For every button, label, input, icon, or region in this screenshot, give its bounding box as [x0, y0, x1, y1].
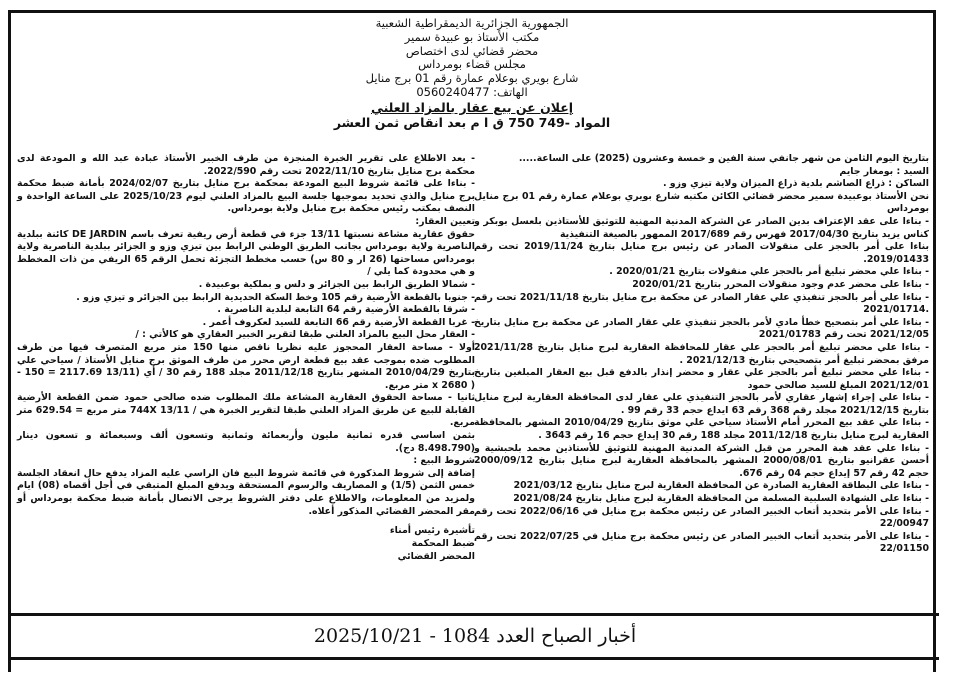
paragraph: إضافة إلى شروط المذكورة في قائمة شروط البيع فان الراسي عليه المزاد يدفع حال انعقاد الجلسة خمس الثمن (1/5) و المصاريف والرسوم المستحقة ويدفع المبلغ المتبقي في أجل أقصاه (08) ايام ولمزيد من المعلومات، والاطلاع على دفتر الشروط يرجى الاتصال بأمانة ضبط محكمة بومرداس أو مقر المحضر القضائي المذكور أعلاه. [17, 467, 475, 517]
paragraph: - بناءا علي محضر تبليغ أمر بالحجز علي منقولات بتاريخ 2020/01/21 . [609, 266, 929, 278]
paragraph: - بعد الاطلاع على تقرير الخبرة المنجزة من طرف الخبير الأستاذ عبادة عبد الله و المودعة لدى محكمة برج منايل بتاريخ 2022/11/10 تحت رقم 2022/590. [17, 153, 475, 177]
footer-divider-top [11, 613, 939, 616]
footer-divider-bottom [11, 657, 939, 660]
paragraph: أولا - مساحة العقار المحجوز عليه نظريا ناقص منها 150 متر مربع المتصرف فيها من طرف المطلوب ضده بموجب عقد بيع قطعة ارض محرر من طرف الموثق برج منايل الأستاذ / سياحي علي بتاريخ 2010/04/29 المشهر بتاريخ 2011/12/18 مجلد 188 رقم 30 / أي (13/11 2117.69 = 150 - ( 2680 x متر مربع. [17, 341, 475, 391]
paragraph: - بناءا علي عقد بيع المحرر أمام الأستاذ سياحي علي موثق بتاريخ 2010/04/29 المشهر بالمحافظة العقارية لبرج منايل بتاريخ 2011/12/18 مجلد 188 رقم 30 إيداع حجم 16 رقم 3643 . [474, 417, 929, 442]
paragraph: - بناءا علي أمر بالحجز تنفيذي علي عقار الصادر عن محكمة برج منايل بتاريخ 2021/11/18 تحت رقم .2021/01714 [474, 291, 930, 316]
paragraph: بناءا على أمر بالحجز على منقولات الصادر عن رئيس برج منايل بتاريخ 2019/11/24 تحت رقم 2019/01433. [474, 241, 929, 265]
paragraph: - بناءا على قائمة شروط البيع المودعة بمحكمة برج منايل بتاريخ 2024/02/07 بأمانة ضبط محكمة برج منايل والذي تحديد بموجبها جلسة البيع بالمزاد العلني ليوم 2025/10/23 على الساعة الواحدة و النصف بمكتب رئيس محكمة برج منايل ولاية بومرداس. [17, 178, 475, 215]
paragraph: السيد : بومغار جايم [839, 165, 929, 177]
header-line-country: الجمهورية الجزائرية الديمقراطية الشعبية [375, 16, 569, 30]
section-heading-conditions: شروط البيع : [413, 455, 475, 467]
paragraph: - العقار محل البيع بالمزاد العلني طبقا لتقرير الخبير العقاري هو كالأتي : / [135, 329, 475, 341]
boundary-west: - غربا القطعة الأرضية رقم 66 التابعة للسيد لعكروف أعمر . [202, 316, 475, 328]
paragraph: - بناءا علي إجراء إشهار عقاري لأمر بالحجز التنفيذي علي عقار لدى المحافظة العقارية لبرج منايل بتاريخ 2021/12/15 مجلد رقم 368 رقم 63 ايداع حجم 33 رقم 99 . [474, 392, 929, 416]
paragraph: - بناءا علي أمر بتصحيح خطأ مادي لأمر بالحجز تنفيذي علي عقار الصادر عن محكمة برج منايل بتاريخ 2021/12/05 تحت رقم 2021/01783 [474, 316, 929, 341]
paragraph: - بناءا على الأمر بتحديد أتعاب الخبير الصادر عن رئيس محكمة برج منايل في 2022/06/16 تحت رقم 22/00947 [474, 505, 929, 530]
paragraph: الساكن : ذراع الصاشم بلدية ذراع الميزان ولاية تيزي وزو . [662, 178, 929, 190]
base-price: بثمن اساسي قدره ثمانية مليون وأربعمائة وثمانية وتسعون ألف وسبعمائة و تسعون دينار (8.498.790 دج). [17, 430, 475, 454]
paragraph: بتاريخ اليوم الثامن من شهر جانفي سنة الفين و خمسة وعشرون (2025) على الساعة..... [518, 153, 929, 164]
signature-line: المحضر القضائي [397, 551, 475, 563]
header-line-address: شارع بويري بوعلام عمارة رقم 01 برج منايل [365, 71, 579, 86]
boundary-north: - شمالا الطريق الرابط بين الجزائر و دلس و بملكية بوعبيدة . [198, 278, 475, 290]
header-line-role: محضر قضائي لدى اختصاص [405, 43, 539, 58]
paragraph: - بناءا علي محضر تبليغ أمر بالحجز علي عقار و محضر إنذار بالدفع قبل بيع العقار المبلغين بتاريخ 2021/12/01 المبلغ للسيد صالحي حمود [474, 367, 929, 391]
paragraph: - بناءا علي محضر تبليغ أمر بالحجز علي عقار للمحافظة العقارية لبرج منايل بتاريخ 2021/11/28 مرفق بمحضر تبليغ أمر بتصحيحي بتاريخ 2021/12/13 . [474, 341, 929, 366]
paragraph: ثانيا - مساحة الحقوق العقارية المشاعة ملك المطلوب ضده صالحي حمود ضمن القطعة الأرضية القابلة للبيع عن طريق المزاد العلني طبقا لتقرير الخبرة هي / 13/11 744X متر مربع = 629.54 متر مربع. [17, 392, 476, 429]
right-column [474, 153, 929, 556]
paragraph: - بناءا على الشهادة السلبية المسلمة من المحافظة العقارية لبرج منايل بتاريخ 2021/08/24 [513, 493, 929, 505]
notice-subtitle: المواد -749 750 ق ا م بعد انقاص ثمن العشر [333, 114, 611, 130]
newspaper-footer: أخبار الصباح العدد 1084 - 2025/10/21 [313, 625, 637, 647]
notice-title: إعلان عن بيع عقار بالمزاد العلني [370, 99, 574, 115]
paragraph: - بناءا على البطاقة العقارية الصادرة عن المحافظة العقارية لبرج منايل بتاريخ 2021/03/12 [513, 480, 929, 492]
boundary-east: - شرقا بالقطعة الأرضية رقم 64 التابعة لبلدية الناصرية . [217, 304, 475, 316]
section-heading-property: تعيين العقار: [415, 215, 475, 227]
paragraph: - بناءا على عقد الإعتراف بدين الصادر عن الشركة المدنية المهنية للتوثيق للأستاذين بلعسل بوبكر و كناس يزيد بتاريخ 2017/04/30 فهرس رقم 2017/689 الممهور بالصيغة التنفيذية [474, 215, 929, 240]
paragraph: نحن الأستاذ بوعبيدة سمير محضر قضائي الكائن مكتبه شارع بويري بوعلام عمارة رقم 01 برج منايل بومرداس [474, 190, 929, 215]
notice-frame [8, 10, 936, 672]
boundary-south: - جنوبا بالقطعة الأرضية رقم 105 وخط السكة الحديدية الرابط بين الجزائر و تيزي وزو . [76, 291, 475, 303]
header-line-phone: الهاتف: 0560240477 [416, 84, 528, 99]
header-line-office: مكتب الأستاذ بو عبيدة سمير [404, 29, 540, 44]
signature-block [17, 524, 475, 563]
signature-line: تأشيرة رئيس أمناء [389, 525, 475, 537]
paragraph: حقوق عقارية مشاعة نسبتها 13/11 جزء في قطعة أرض ريفية تعرف باسم DE JARDIN كائنة ببلدية الناصرية ولاية بومرداس بجانب الطريق الوطني الرابط بين تيزي وزو و الجزائر ببلدية الناصرية ولاية بومرداس مساحتها (26 ار و 80 س) حسب مخطط التجزئة تحمل الرقم 65 الريفي من ذات المخطط و هي محدودة كما يلي / [17, 228, 475, 278]
paragraph: - بناءا علي عقد هبة المحرر من قبل الشركة المدنية المهنية للتوثيق للأستاذين محمد بلحبشية و أحسن عقرانيو بتاريخ 2000/08/01 المشهر بالمحافظة العقارية لبرج منايل بتاريخ 2000/09/12 حجم 42 رقم 57 إيداع حجم 04 رقم 676. [474, 442, 929, 479]
left-column [17, 153, 475, 563]
paragraph: - بناءا على محضر عدم وجود منقولات المحرر بتاريخ 2020/01/21 [632, 278, 929, 290]
notice-header [11, 17, 933, 130]
paragraph: - بناءا على الأمر بتحديد أتعاب الخبير الصادر عن رئيس محكمة برج منايل في 2022/07/25 تحت رقم 22/01150 [474, 530, 929, 555]
signature-line: ضبط المحكمة [411, 538, 475, 550]
header-line-court: مجلس قضاء بومرداس [418, 57, 526, 72]
